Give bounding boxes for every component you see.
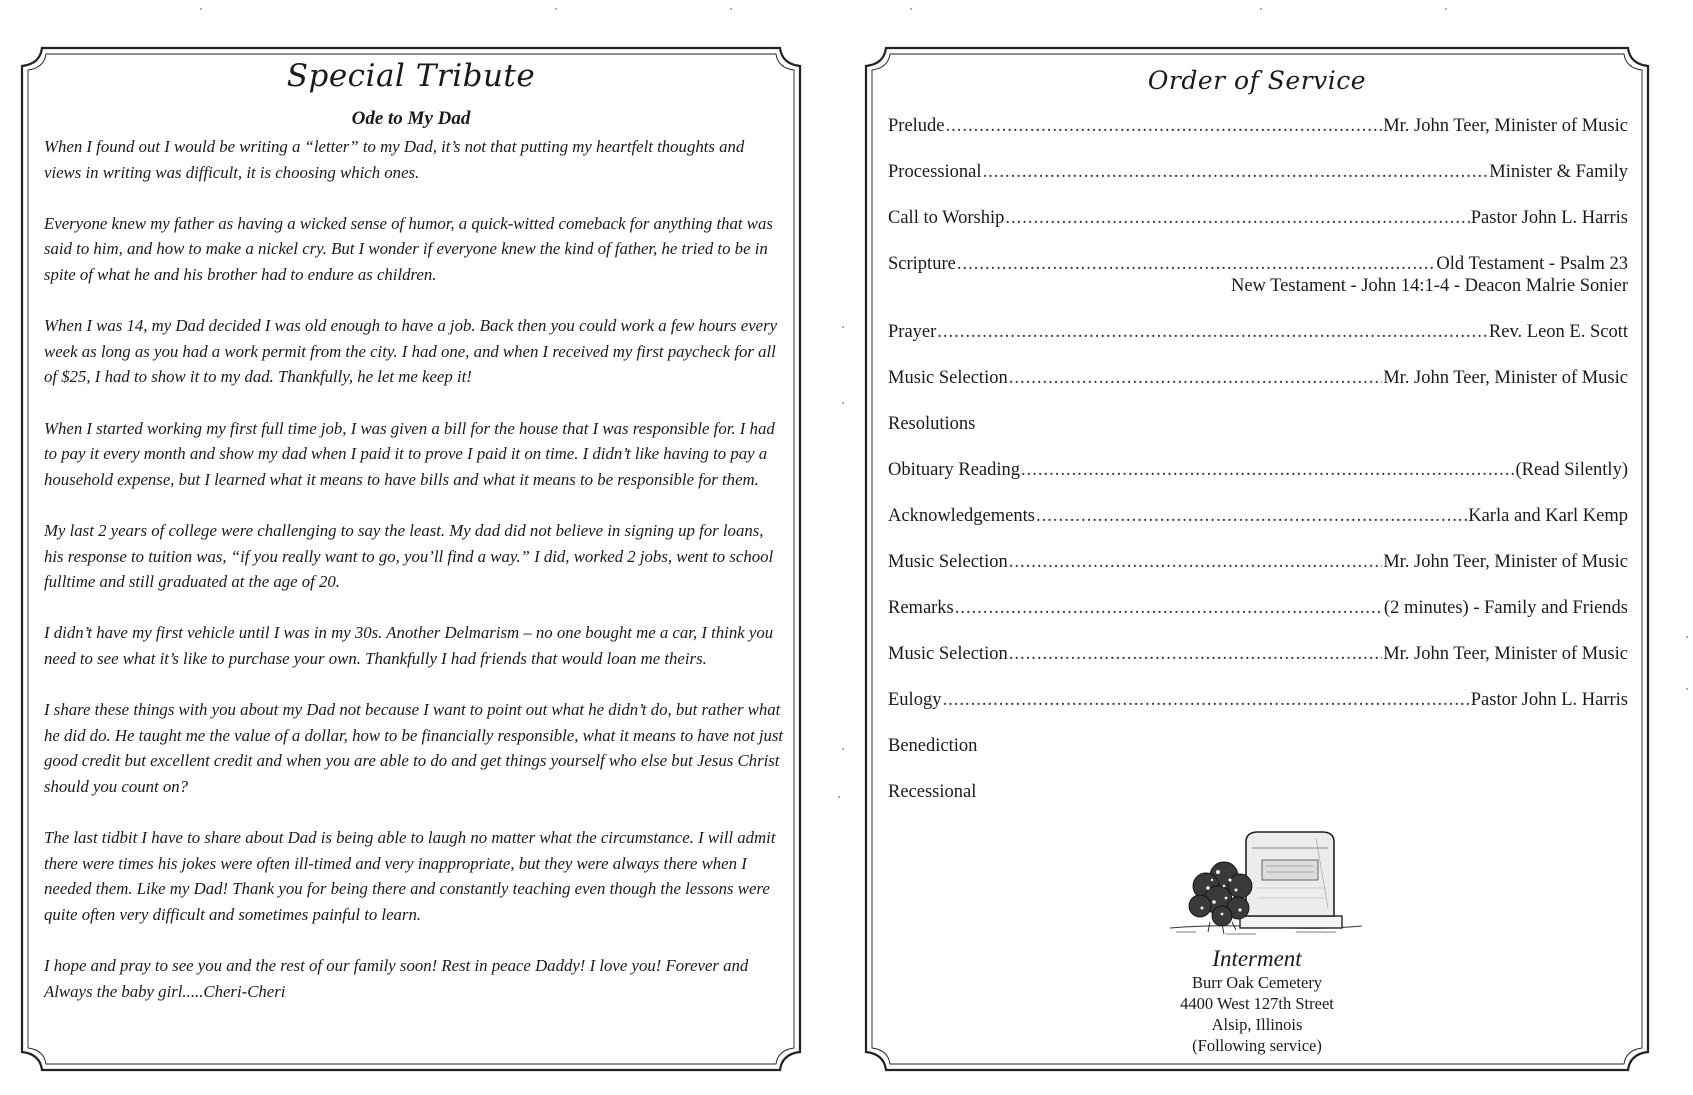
scan-speck <box>730 8 732 10</box>
service-item-scripture <box>888 254 1628 322</box>
service-item-label: Music Selection <box>888 552 1008 572</box>
dot-leader <box>946 116 1383 137</box>
dot-leader <box>983 162 1489 183</box>
tribute-paragraph: My last 2 years of college were challenging to say the least. My dad did not believe in signing up for loans, his response to tuition was, “if you really want to go, you’ll find a way.” I did, worked 2 jobs, went to school fulltime and still graduated at the age of 20. <box>44 520 774 592</box>
scan-speck <box>842 402 844 404</box>
service-item-value: Mr. John Teer, Minister of Music <box>1383 552 1628 572</box>
dot-leader <box>1009 368 1382 389</box>
tribute-body <box>44 134 784 1004</box>
service-item-value: Old Testament - Psalm 23 <box>1436 254 1628 274</box>
dot-leader <box>1021 460 1514 481</box>
service-item-benediction <box>888 736 1628 782</box>
service-item-prelude <box>888 116 1628 162</box>
service-item-value: Pastor John L. Harris <box>1470 690 1628 710</box>
dot-leader <box>957 254 1436 275</box>
service-item-processional <box>888 162 1628 208</box>
service-item-recessional <box>888 782 1628 828</box>
dot-leader <box>937 322 1488 343</box>
tribute-paragraph: When I was 14, my Dad decided I was old enough to have a job. Back then you could work a few hours every week as long as you had a work permit from the city. I had one, and when I received my first paycheck for all of $25, I had to show it to my dad. Thankfully, he let me keep it! <box>44 316 778 387</box>
service-item-label: Remarks <box>888 598 954 618</box>
service-item-label: Benediction <box>888 736 978 756</box>
scan-speck <box>842 326 844 328</box>
tribute-paragraph: The last tidbit I have to share about Dad is being able to laugh no matter what the circumstance. I will admit there were times his jokes were often ill-timed and very inappropriate, but they were always there when I needed them. Like my Dad! Thank you for being there and constantly teaching even though the lessons were quite often very difficult and sometimes painful to learn. <box>44 828 776 924</box>
service-item-label: Obituary Reading <box>888 460 1021 480</box>
service-item-resolutions <box>888 414 1628 460</box>
order-of-service-panel <box>864 46 1650 1072</box>
dot-leader <box>955 598 1383 619</box>
service-item-music-selection <box>888 552 1628 598</box>
service-item-label: Acknowledgements <box>888 506 1035 526</box>
scan-speck <box>838 796 840 798</box>
scan-speck <box>555 8 557 10</box>
service-item-value: Mr. John Teer, Minister of Music <box>1383 116 1628 136</box>
interment-note: (Following service) <box>1192 1036 1322 1055</box>
service-item-eulogy <box>888 690 1628 736</box>
service-item-label: Recessional <box>888 782 977 802</box>
tribute-paragraph: I hope and pray to see you and the rest of our family soon! Rest in peace Daddy! I love you! Forever and Always the baby girl.....Cheri-Cheri <box>44 956 749 1001</box>
service-item-subvalue: New Testament - John 14:1-4 - Deacon Malrie Sonier <box>1230 276 1628 296</box>
dot-leader <box>1009 552 1382 573</box>
scan-speck <box>842 748 844 750</box>
tribute-paragraph: Everyone knew my father as having a wicked sense of humor, a quick-witted comeback for anything that was said to him, and how to make a nickel cry. But I wonder if everyone knew the kind of father, he tried to be in spite of what he and his brother had to endure as children. <box>44 213 773 284</box>
service-item-music-selection <box>888 644 1628 690</box>
tribute-paragraph: When I found out I would be writing a “letter” to my Dad, it’s not that putting my heartfelt thoughts and views in writing was difficult, it is choosing which ones. <box>44 137 745 182</box>
service-item-remarks <box>888 598 1628 644</box>
scan-speck <box>1686 688 1688 690</box>
dot-leader <box>1009 644 1382 665</box>
service-item-acknowledgements <box>888 506 1628 552</box>
service-item-call-to-worship <box>888 208 1628 254</box>
scan-speck <box>1686 636 1688 638</box>
service-item-label: Resolutions <box>888 414 976 434</box>
service-item-label: Music Selection <box>888 644 1008 664</box>
service-item-label: Prayer <box>888 322 937 342</box>
service-item-label: Prelude <box>888 116 945 136</box>
tribute-paragraph: I share these things with you about my Dad not because I want to point out what he didn’t do, but rather what he did do. He taught me the value of a dollar, how to be financially responsible, what it means to have not just good credit but excellent credit and when you are able to do and get things yourself who else but Jesus Christ should you count on? <box>44 700 784 796</box>
special-tribute-panel <box>20 46 802 1072</box>
service-item-label: Music Selection <box>888 368 1008 388</box>
cemetery-name: Burr Oak Cemetery <box>1191 973 1323 992</box>
service-title: Order of Service <box>1147 66 1367 95</box>
service-item-value: Karla and Karl Kemp <box>1468 506 1628 526</box>
dot-leader <box>942 690 1469 711</box>
service-item-value: (Read Silently) <box>1515 460 1628 480</box>
dot-leader <box>1036 506 1467 527</box>
service-item-label: Processional <box>888 162 982 182</box>
scan-speck <box>1445 8 1447 10</box>
service-item-value: Mr. John Teer, Minister of Music <box>1383 644 1628 664</box>
service-item-value: Minister & Family <box>1489 162 1628 182</box>
service-item-value: (2 minutes) - Family and Friends <box>1383 598 1628 618</box>
interment-section <box>864 946 1650 1056</box>
interment-title: Interment <box>1212 946 1302 971</box>
service-item-prayer <box>888 322 1628 368</box>
service-item-value: Pastor John L. Harris <box>1470 208 1628 228</box>
service-item-label: Eulogy <box>888 690 942 710</box>
scan-speck <box>1260 8 1262 10</box>
scan-speck <box>200 8 202 10</box>
service-item-obituary-reading <box>888 460 1628 506</box>
tribute-paragraph: I didn’t have my first vehicle until I was in my 30s. Another Delmarism – no one bought me a car, I think you need to see what it’s like to purchase your own. Thankfully I had friends that would loan me theirs. <box>44 623 774 668</box>
page-title: Special Tribute <box>286 58 536 94</box>
service-item-value: Mr. John Teer, Minister of Music <box>1383 368 1628 388</box>
dot-leader <box>1005 208 1469 229</box>
tribute-paragraph: When I started working my first full time job, I was given a bill for the house that I was responsible for. I had to pay it every month and show my dad when I paid it to prove I paid it on time. I didn’t like having to pay a household expense, but I learned what it means to have bills and what it means to be responsible for them. <box>44 418 775 489</box>
service-item-value: Rev. Leon E. Scott <box>1488 322 1628 342</box>
tribute-heading: Ode to My Dad <box>351 108 471 129</box>
service-list <box>888 116 1628 828</box>
headstone-illustration <box>1166 828 1366 948</box>
cemetery-address: 4400 West 127th Street <box>1180 994 1334 1013</box>
service-item-label: Scripture <box>888 254 956 274</box>
scan-speck <box>910 8 912 10</box>
service-item-music-selection <box>888 368 1628 414</box>
service-item-label: Call to Worship <box>888 208 1005 228</box>
cemetery-city: Alsip, Illinois <box>1211 1015 1303 1034</box>
